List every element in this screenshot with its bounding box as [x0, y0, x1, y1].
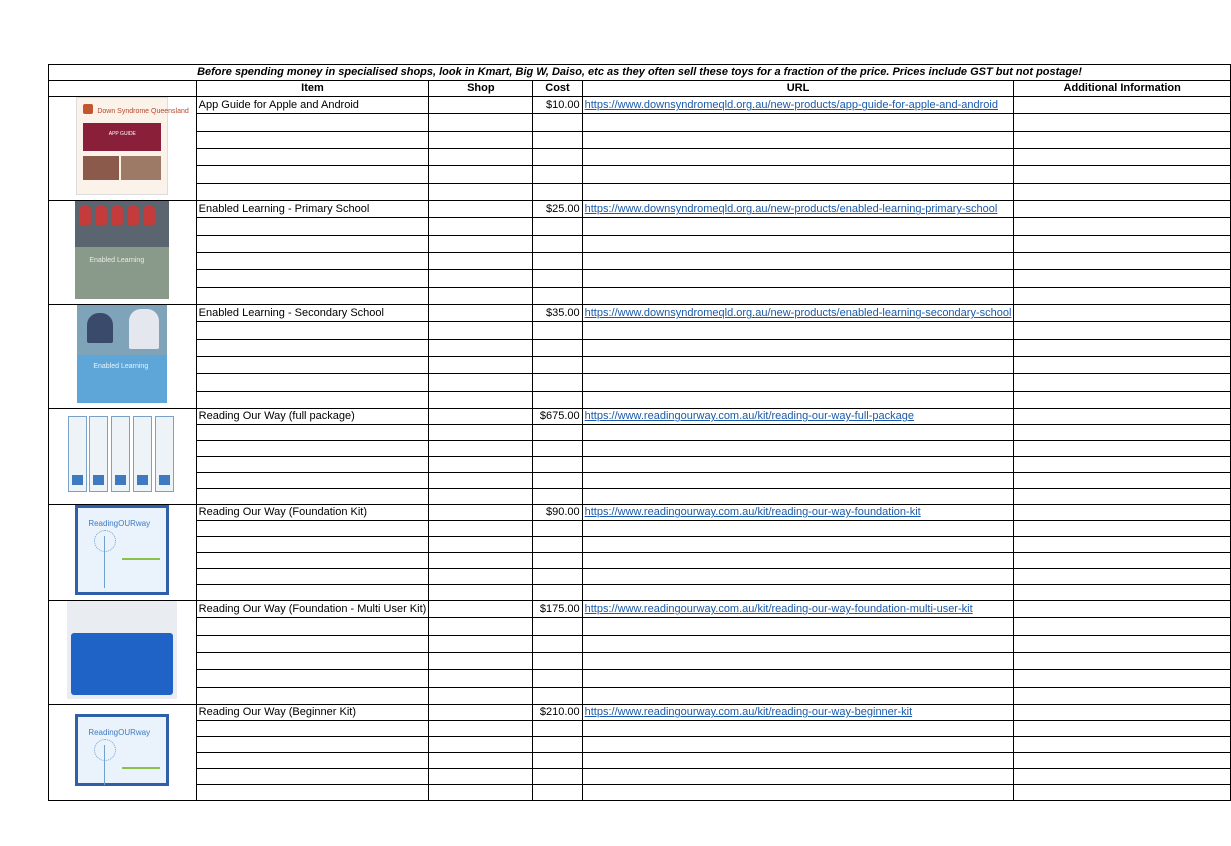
- shop-cell: [429, 252, 533, 269]
- cost-cell: $675.00: [533, 409, 582, 425]
- shop-cell: [429, 235, 533, 252]
- cost-cell: [533, 569, 582, 585]
- additional-info-cell: [1014, 131, 1231, 148]
- additional-info-cell: [1014, 489, 1231, 505]
- shop-cell: [429, 391, 533, 408]
- header-row: [49, 81, 1231, 97]
- cost-cell: [533, 489, 582, 505]
- additional-info-cell: [1014, 705, 1231, 721]
- product-subrow: [49, 753, 1231, 769]
- additional-info-cell: [1014, 425, 1231, 441]
- shop-cell: [429, 374, 533, 391]
- product-subrow: [49, 721, 1231, 737]
- additional-info-cell: [1014, 391, 1231, 408]
- additional-info-cell: [1014, 218, 1231, 235]
- product-subrow: [49, 339, 1231, 356]
- additional-info-cell: [1014, 569, 1231, 585]
- product-row: [49, 305, 1231, 322]
- header-shop: Shop: [429, 81, 533, 97]
- shop-cell: [429, 601, 533, 618]
- cover-band: [83, 123, 161, 151]
- cost-cell: [533, 391, 582, 408]
- cost-cell: [533, 737, 582, 753]
- item-cell: [196, 356, 429, 373]
- cover-photo: [83, 156, 119, 180]
- item-cell: [196, 287, 429, 304]
- shop-cell: [429, 166, 533, 183]
- shop-cell: [429, 652, 533, 669]
- item-cell: [196, 721, 429, 737]
- header-item: Item: [196, 81, 429, 97]
- url-cell: [582, 339, 1014, 356]
- url-cell: [582, 322, 1014, 339]
- shop-cell: [429, 287, 533, 304]
- url-cell: [582, 252, 1014, 269]
- product-row: [49, 505, 1231, 521]
- additional-info-cell: [1014, 618, 1231, 635]
- item-cell: [196, 114, 429, 131]
- cost-cell: $25.00: [533, 201, 582, 218]
- cost-cell: [533, 218, 582, 235]
- item-cell: [196, 521, 429, 537]
- product-subrow: [49, 374, 1231, 391]
- cost-cell: [533, 183, 582, 200]
- item-cell: [196, 769, 429, 785]
- item-cell: [196, 270, 429, 287]
- additional-info-cell: [1014, 601, 1231, 618]
- shop-cell: [429, 322, 533, 339]
- item-cell: [196, 322, 429, 339]
- product-subrow: [49, 618, 1231, 635]
- product-subrow: [49, 114, 1231, 131]
- cost-cell: $175.00: [533, 601, 582, 618]
- dandelion-icon: [94, 530, 116, 552]
- product-image-cell: [49, 409, 197, 505]
- url-cell: [582, 457, 1014, 473]
- url-cell: [582, 374, 1014, 391]
- url-cell: [582, 305, 1014, 322]
- item-cell: [196, 252, 429, 269]
- cost-cell: $10.00: [533, 97, 582, 114]
- product-row: [49, 409, 1231, 425]
- url-cell: [582, 97, 1014, 114]
- cover-photo: [75, 201, 169, 247]
- item-cell: [196, 166, 429, 183]
- cost-cell: [533, 457, 582, 473]
- url-cell: [582, 553, 1014, 569]
- additional-info-cell: [1014, 521, 1231, 537]
- url-cell: [582, 166, 1014, 183]
- url-cell: [582, 270, 1014, 287]
- item-cell: [196, 473, 429, 489]
- product-image-cell: [49, 201, 197, 305]
- foundation-binder-image: [75, 505, 169, 595]
- cost-cell: [533, 670, 582, 687]
- item-cell: [196, 425, 429, 441]
- product-link[interactable]: https://www.readingourway.com.au/kit/reading-our-way-full-package: [584, 410, 914, 422]
- additional-info-cell: [1014, 737, 1231, 753]
- cover-band-text: APP GUIDE: [108, 131, 136, 137]
- shop-cell: [429, 131, 533, 148]
- additional-info-cell: [1014, 537, 1231, 553]
- cost-cell: [533, 687, 582, 704]
- product-subrow: [49, 585, 1231, 601]
- additional-info-cell: [1014, 769, 1231, 785]
- url-cell: [582, 601, 1014, 618]
- product-subrow: [49, 131, 1231, 148]
- item-cell: Reading Our Way (Foundation - Multi User Kit): [196, 601, 429, 618]
- shop-cell: [429, 721, 533, 737]
- cost-cell: [533, 785, 582, 801]
- cost-cell: [533, 287, 582, 304]
- header-additional-info: Additional Information: [1014, 81, 1231, 97]
- cover-photo: [77, 305, 167, 355]
- additional-info-cell: [1014, 721, 1231, 737]
- url-cell: [582, 356, 1014, 373]
- item-cell: App Guide for Apple and Android: [196, 97, 429, 114]
- url-cell: [582, 441, 1014, 457]
- header-cost: Cost: [533, 81, 582, 97]
- product-subrow: [49, 553, 1231, 569]
- url-cell: [582, 618, 1014, 635]
- url-cell: [582, 753, 1014, 769]
- product-subrow: [49, 270, 1231, 287]
- product-subrow: [49, 670, 1231, 687]
- shop-cell: [429, 737, 533, 753]
- cost-cell: [533, 652, 582, 669]
- product-image-cell: [49, 505, 197, 601]
- item-cell: Enabled Learning - Secondary School: [196, 305, 429, 322]
- product-subrow: [49, 252, 1231, 269]
- url-cell: [582, 721, 1014, 737]
- product-subrow: [49, 425, 1231, 441]
- product-subrow: [49, 441, 1231, 457]
- additional-info-cell: [1014, 252, 1231, 269]
- cost-cell: [533, 131, 582, 148]
- shop-cell: [429, 553, 533, 569]
- product-link[interactable]: https://www.downsyndromeqld.org.au/new-products/enabled-learning-primary-school: [584, 203, 998, 216]
- product-link[interactable]: https://www.readingourway.com.au/kit/reading-our-way-beginner-kit: [584, 706, 913, 718]
- additional-info-cell: [1014, 305, 1231, 322]
- item-cell: Enabled Learning - Primary School: [196, 201, 429, 218]
- item-cell: [196, 148, 429, 165]
- cost-cell: [533, 441, 582, 457]
- additional-info-cell: [1014, 235, 1231, 252]
- product-subrow: [49, 652, 1231, 669]
- url-cell: [582, 635, 1014, 652]
- product-subrow: [49, 457, 1231, 473]
- url-cell: [582, 235, 1014, 252]
- item-cell: [196, 537, 429, 553]
- additional-info-cell: [1014, 585, 1231, 601]
- product-subrow: [49, 473, 1231, 489]
- url-cell: [582, 705, 1014, 721]
- product-image-cell: [49, 97, 197, 201]
- multi-user-box-image: [67, 601, 177, 699]
- url-cell: [582, 687, 1014, 704]
- shop-cell: [429, 705, 533, 721]
- product-subrow: [49, 489, 1231, 505]
- shop-cell: [429, 457, 533, 473]
- product-image-cell: [49, 601, 197, 705]
- shop-cell: [429, 635, 533, 652]
- item-cell: [196, 687, 429, 704]
- shop-cell: [429, 441, 533, 457]
- cost-cell: [533, 235, 582, 252]
- item-cell: [196, 585, 429, 601]
- product-subrow: [49, 356, 1231, 373]
- cost-cell: [533, 553, 582, 569]
- additional-info-cell: [1014, 457, 1231, 473]
- url-cell: [582, 569, 1014, 585]
- cost-cell: [533, 753, 582, 769]
- enabled-learning-primary-cover-image: [75, 201, 169, 299]
- product-image-cell: [49, 705, 197, 801]
- product-subrow: [49, 569, 1231, 585]
- cost-cell: $35.00: [533, 305, 582, 322]
- product-subrow: [49, 635, 1231, 652]
- url-cell: [582, 505, 1014, 521]
- shop-cell: [429, 339, 533, 356]
- binder-brand-text: ReadingOURway: [88, 728, 151, 737]
- cost-cell: $90.00: [533, 505, 582, 521]
- cost-cell: [533, 148, 582, 165]
- product-image-cell: [49, 305, 197, 409]
- beginner-binder-image: [75, 714, 169, 786]
- cover-title-text: Enabled Learning: [93, 363, 149, 370]
- product-subrow: [49, 287, 1231, 304]
- app-guide-cover-image: [76, 97, 189, 195]
- cost-cell: [533, 114, 582, 131]
- shop-cell: [429, 148, 533, 165]
- item-cell: [196, 652, 429, 669]
- item-cell: [196, 785, 429, 801]
- product-link[interactable]: https://www.downsyndromeqld.org.au/new-products/enabled-learning-secondary-school: [584, 307, 1012, 320]
- item-cell: [196, 753, 429, 769]
- shop-cell: [429, 97, 533, 114]
- shop-cell: [429, 409, 533, 425]
- cost-cell: [533, 537, 582, 553]
- cost-cell: [533, 473, 582, 489]
- additional-info-cell: [1014, 114, 1231, 131]
- item-cell: [196, 569, 429, 585]
- product-table: [48, 64, 1231, 801]
- item-cell: [196, 339, 429, 356]
- item-cell: [196, 391, 429, 408]
- shop-cell: [429, 785, 533, 801]
- product-subrow: [49, 737, 1231, 753]
- item-cell: Reading Our Way (full package): [196, 409, 429, 425]
- cost-cell: [533, 270, 582, 287]
- product-subrow: [49, 235, 1231, 252]
- additional-info-cell: [1014, 635, 1231, 652]
- item-cell: [196, 218, 429, 235]
- item-cell: Reading Our Way (Beginner Kit): [196, 705, 429, 721]
- shop-cell: [429, 537, 533, 553]
- additional-info-cell: [1014, 183, 1231, 200]
- additional-info-cell: [1014, 505, 1231, 521]
- url-cell: [582, 425, 1014, 441]
- shop-cell: [429, 769, 533, 785]
- product-subrow: [49, 218, 1231, 235]
- product-link[interactable]: https://www.readingourway.com.au/kit/reading-our-way-foundation-multi-user-kit: [584, 603, 973, 616]
- item-cell: [196, 635, 429, 652]
- additional-info-cell: [1014, 287, 1231, 304]
- binder-set-image: [66, 414, 178, 494]
- cost-cell: [533, 252, 582, 269]
- product-row: [49, 705, 1231, 721]
- item-cell: [196, 489, 429, 505]
- item-cell: [196, 737, 429, 753]
- product-subrow: [49, 537, 1231, 553]
- url-cell: [582, 537, 1014, 553]
- shop-cell: [429, 270, 533, 287]
- product-subrow: [49, 769, 1231, 785]
- url-cell: [582, 769, 1014, 785]
- cost-cell: [533, 339, 582, 356]
- item-cell: [196, 553, 429, 569]
- url-cell: [582, 473, 1014, 489]
- url-cell: [582, 737, 1014, 753]
- url-cell: [582, 489, 1014, 505]
- additional-info-cell: [1014, 322, 1231, 339]
- url-cell: [582, 409, 1014, 425]
- additional-info-cell: [1014, 687, 1231, 704]
- additional-info-cell: [1014, 166, 1231, 183]
- shop-cell: [429, 489, 533, 505]
- item-cell: [196, 457, 429, 473]
- cost-cell: [533, 618, 582, 635]
- shop-cell: [429, 356, 533, 373]
- url-cell: [582, 391, 1014, 408]
- product-link[interactable]: https://www.downsyndromeqld.org.au/new-products/app-guide-for-apple-and-android: [584, 99, 998, 112]
- url-cell: [582, 521, 1014, 537]
- additional-info-cell: [1014, 374, 1231, 391]
- product-subrow: [49, 785, 1231, 801]
- additional-info-cell: [1014, 148, 1231, 165]
- url-cell: [582, 652, 1014, 669]
- url-cell: [582, 287, 1014, 304]
- cost-cell: [533, 356, 582, 373]
- cover-title-text: Enabled Learning: [89, 257, 145, 264]
- additional-info-cell: [1014, 201, 1231, 218]
- cost-cell: [533, 425, 582, 441]
- header-url: URL: [582, 81, 1014, 97]
- shop-cell: [429, 585, 533, 601]
- shop-cell: [429, 473, 533, 489]
- url-cell: [582, 670, 1014, 687]
- cost-cell: [533, 374, 582, 391]
- cost-cell: [533, 521, 582, 537]
- additional-info-cell: [1014, 339, 1231, 356]
- shop-cell: [429, 687, 533, 704]
- product-subrow: [49, 687, 1231, 704]
- cover-photo: [121, 156, 161, 180]
- product-row: [49, 201, 1231, 218]
- product-row: [49, 601, 1231, 618]
- item-cell: [196, 618, 429, 635]
- shop-cell: [429, 670, 533, 687]
- shop-cell: [429, 753, 533, 769]
- header-image: [49, 81, 197, 97]
- url-cell: [582, 218, 1014, 235]
- item-cell: [196, 374, 429, 391]
- product-subrow: [49, 391, 1231, 408]
- product-subrow: [49, 148, 1231, 165]
- enabled-learning-secondary-cover-image: [77, 305, 167, 403]
- shop-cell: [429, 425, 533, 441]
- additional-info-cell: [1014, 97, 1231, 114]
- cost-cell: [533, 769, 582, 785]
- url-cell: [582, 148, 1014, 165]
- banner-text: Before spending money in specialised shops, look in Kmart, Big W, Daiso, etc as they often sell these toys for a fraction of the price. Prices include GST but not postage!: [49, 65, 1231, 81]
- additional-info-cell: [1014, 553, 1231, 569]
- item-cell: Reading Our Way (Foundation Kit): [196, 505, 429, 521]
- shop-cell: [429, 183, 533, 200]
- shop-cell: [429, 218, 533, 235]
- blue-tub: [71, 633, 173, 695]
- additional-info-cell: [1014, 473, 1231, 489]
- cost-cell: [533, 585, 582, 601]
- url-cell: [582, 785, 1014, 801]
- product-subrow: [49, 183, 1231, 200]
- url-cell: [582, 131, 1014, 148]
- shop-cell: [429, 569, 533, 585]
- additional-info-cell: [1014, 356, 1231, 373]
- cost-cell: $210.00: [533, 705, 582, 721]
- additional-info-cell: [1014, 785, 1231, 801]
- dsq-logo-icon: [83, 104, 93, 114]
- shop-cell: [429, 505, 533, 521]
- dandelion-icon: [94, 739, 116, 761]
- additional-info-cell: [1014, 753, 1231, 769]
- product-subrow: [49, 521, 1231, 537]
- item-cell: [196, 670, 429, 687]
- product-subrow: [49, 166, 1231, 183]
- product-subrow: [49, 322, 1231, 339]
- item-cell: [196, 235, 429, 252]
- additional-info-cell: [1014, 409, 1231, 425]
- cost-cell: [533, 322, 582, 339]
- additional-info-cell: [1014, 270, 1231, 287]
- shop-cell: [429, 521, 533, 537]
- cover-org-text: Down Syndrome Queensland: [97, 108, 189, 115]
- additional-info-cell: [1014, 670, 1231, 687]
- cost-cell: [533, 635, 582, 652]
- item-cell: [196, 131, 429, 148]
- shop-cell: [429, 618, 533, 635]
- shop-cell: [429, 305, 533, 322]
- url-cell: [582, 201, 1014, 218]
- url-cell: [582, 585, 1014, 601]
- banner-row: [49, 65, 1231, 81]
- product-row: [49, 97, 1231, 114]
- cost-cell: [533, 166, 582, 183]
- product-link[interactable]: https://www.readingourway.com.au/kit/reading-our-way-foundation-kit: [584, 506, 921, 518]
- additional-info-cell: [1014, 652, 1231, 669]
- shop-cell: [429, 201, 533, 218]
- url-cell: [582, 114, 1014, 131]
- additional-info-cell: [1014, 441, 1231, 457]
- binder-brand-text: ReadingOURway: [88, 519, 151, 528]
- url-cell: [582, 183, 1014, 200]
- item-cell: [196, 183, 429, 200]
- shop-cell: [429, 114, 533, 131]
- item-cell: [196, 441, 429, 457]
- cost-cell: [533, 721, 582, 737]
